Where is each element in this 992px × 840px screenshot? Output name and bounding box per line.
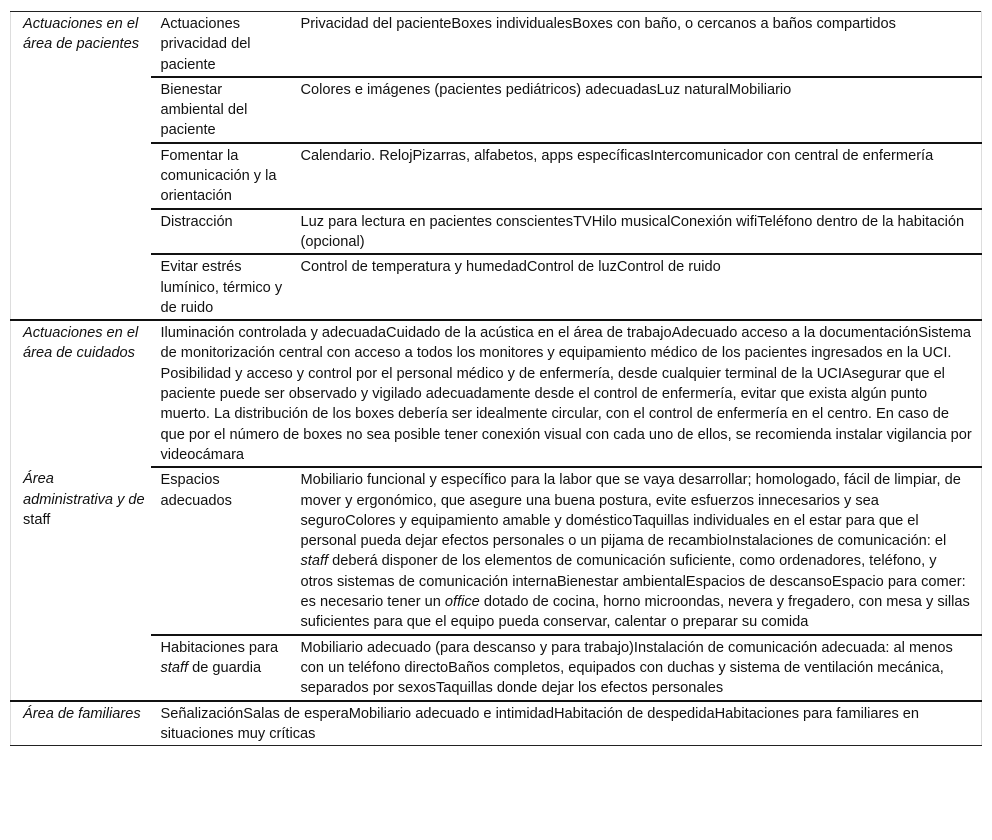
action-cell: Evitar estrés lumínico, térmico y de ruido: [151, 254, 293, 320]
detail-text-italic: office: [444, 594, 480, 611]
area-cell: Área de familiares: [11, 701, 151, 746]
area-text: Área administrativa y de: [23, 471, 145, 508]
area-cell: [11, 467, 151, 700]
table-row: [11, 143, 982, 209]
action-text: Habitaciones para: [160, 639, 279, 656]
action-cell: Distracción: [151, 209, 293, 255]
detail-text: deberá disponer de los elementos de comunicación suficiente, como ordenadores, teléfono, y otros sistemas de comunicación internaBienestar ambientalEspacios de descansoEspacio para comer: es necesario tener un: [300, 553, 966, 611]
action-cell: Espacios adecuados: [151, 467, 293, 634]
detail-cell: Iluminación controlada y adecuadaCuidado de la acústica en el área de trabajoAdecuado acceso a la documentaciónSistema de monitorización central con acceso a todos los monitores y equipamiento médico de los pacientes ingresados en la UCI. Posibilidad y acceso y control por el personal médico y de enfermería, desde cualquier terminal de la UCIAsegurar que el paciente puede ser observado y vigilado adecuadamente desde el control de enfermería, evitar que exista algún punto muerto. La distribución de los boxes debería ser idealmente circular, con el control de enfermería en el centro. En caso de que por el número de boxes no sea posible tener conexión visual con cada uno de ellos, se recomienda instalar vigilancia por videocámara: [151, 320, 982, 467]
detail-cell: SeñalizaciónSalas de esperaMobiliario adecuado e intimidadHabitación de despedidaHabitaciones para familiares en situaciones muy críticas: [151, 701, 982, 746]
action-cell: Actuaciones privacidad del paciente: [160, 16, 251, 73]
table-row: [11, 209, 982, 255]
area-cell: Actuaciones en el área de cuidados: [11, 320, 151, 467]
table-row: [11, 77, 982, 143]
table-row: [11, 12, 982, 77]
table-row: [11, 467, 982, 634]
action-cell: Fomentar la comunicación y la orientación: [151, 143, 293, 209]
action-text-italic: staff: [160, 659, 189, 676]
detail-cell: Calendario. RelojPizarras, alfabetos, apps específicasIntercomunicador con central de enfermería: [293, 143, 982, 209]
table-row: [11, 320, 982, 467]
action-cell: Bienestar ambiental del paciente: [151, 77, 293, 143]
detail-cell: Luz para lectura en pacientes conscientesTVHilo musicalConexión wifiTeléfono dentro de la habitación (opcional): [293, 209, 982, 255]
area-text-staff: staff: [23, 511, 51, 528]
detail-cell: Privacidad del pacienteBoxes individualesBoxes con baño, o cercanos a baños compartidos: [300, 16, 896, 32]
detail-cell: Colores e imágenes (pacientes pediátricos) adecuadasLuz naturalMobiliario: [293, 77, 982, 143]
detail-cell: Mobiliario adecuado (para descanso y para trabajo)Instalación de comunicación adecuada: al menos con un teléfono directoBaños completos, equipados con duchas y sistema de ventilación mecánica, separados por sexosTaquillas donde dejar los efectos personales: [293, 635, 982, 701]
detail-text: dotado de cocina, horno microondas, nevera y fregadero, con mesa y sillas suficientes para que el equipo pueda conservar, calentar o preparar su comida: [300, 594, 970, 631]
action-cell: [151, 635, 293, 701]
action-text: de guardia: [188, 659, 262, 676]
recommendations-table: [10, 11, 982, 746]
detail-cell: [293, 467, 982, 634]
detail-cell: Control de temperatura y humedadControl de luzControl de ruido: [293, 254, 982, 320]
detail-text-italic: staff: [300, 553, 329, 570]
table-row: [11, 635, 982, 701]
area-cell: Actuaciones en el área de pacientes: [23, 16, 140, 53]
table-row: [11, 254, 982, 320]
table-row: [11, 701, 982, 746]
detail-text: Mobiliario funcional y específico para la labor que se vaya desarrollar; homologado, fácil de limpiar, de mover y ergonómico, que asegure una buena postura, evite esfuerzos innecesarios y sea seguroColores y equipamiento amable y domésticoTaquillas individuales en el estar para que el personal pueda dejar efectos personales o un pijama de recambioInstalaciones de comunicación: el: [300, 472, 961, 550]
